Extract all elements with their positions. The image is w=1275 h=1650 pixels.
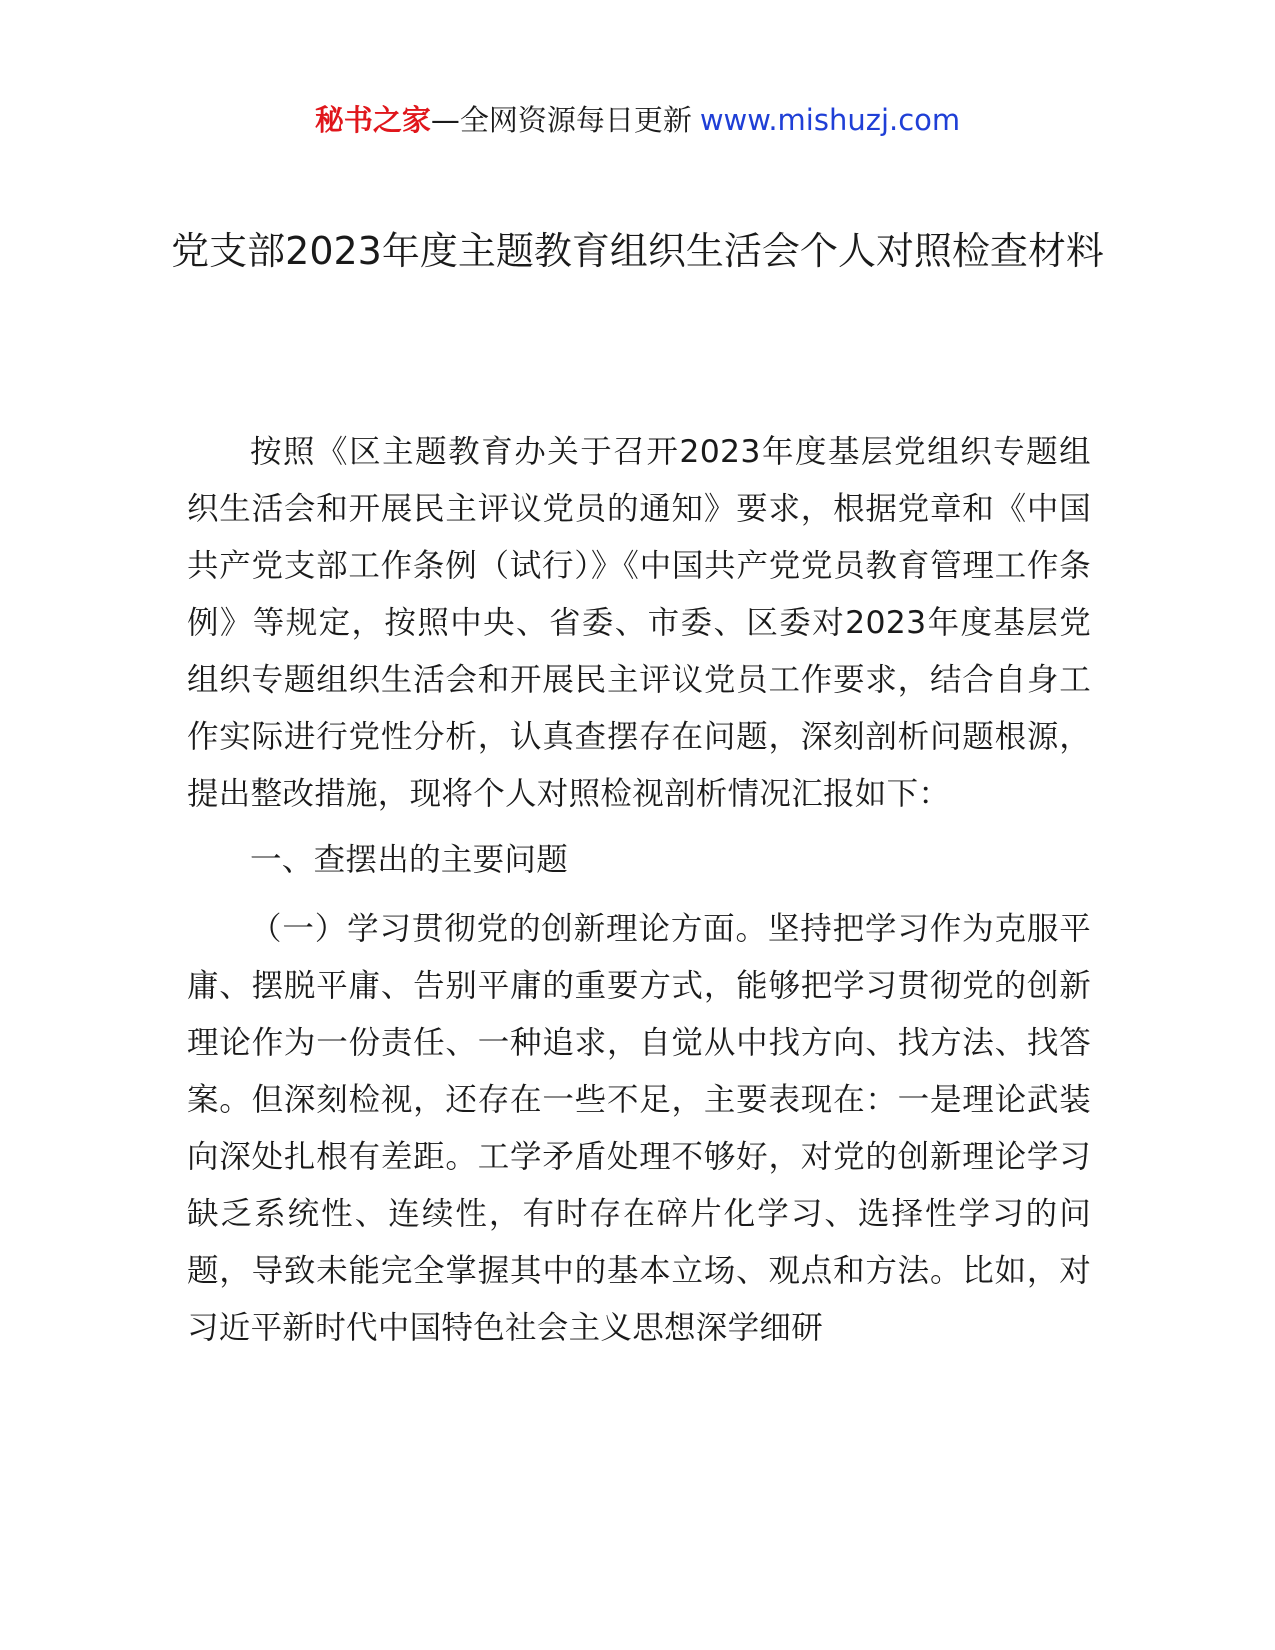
brand-name: 秘书之家 xyxy=(314,103,431,137)
document-body xyxy=(187,424,1091,1357)
body-paragraph: （一）学习贯彻党的创新理论方面。坚持把学习作为克服平庸、摆脱平庸、告别平庸的重要方式，能够把学习贯彻党的创新理论作为一份责任、一种追求，自觉从中找方向、找方法、找答案。但深刻检视，还存在一些不足，主要表现在：一是理论武装向深处扎根有差距。工学矛盾处理不够好，对党的创新理论学习缺乏系统性、连续性，有时存在碎片化学习、选择性学习的问题，导致未能完全掌握其中的基本立场、观点和方法。比如，对习近平新时代中国特色社会主义思想深学细研 xyxy=(187,911,1091,1346)
document-title: 党支部2023年度主题教育组织生活会个人对照检查材料 xyxy=(171,229,1104,273)
intro-paragraph: 按照《区主题教育办关于召开2023年度基层党组织专题组织生活会和开展民主评议党员的通知》要求，根据党章和《中国共产党支部工作条例（试行）》《中国共产党党员教育管理工作条例》等规定，按照中央、省委、市委、区委对2023年度基层党组织专题组织生活会和开展民主评议党员工作要求，结合自身工作实际进行党性分析，认真查摆存在问题，深刻剖析问题根源，提出整改措施，现将个人对照检视剖析情况汇报如下： xyxy=(187,434,1091,812)
site-url-link[interactable]: www.mishuzj.com xyxy=(699,103,961,137)
site-header xyxy=(0,100,1275,140)
header-tagline: —全网资源每日更新 xyxy=(430,103,692,137)
section-heading: 一、查摆出的主要问题 xyxy=(250,842,569,878)
